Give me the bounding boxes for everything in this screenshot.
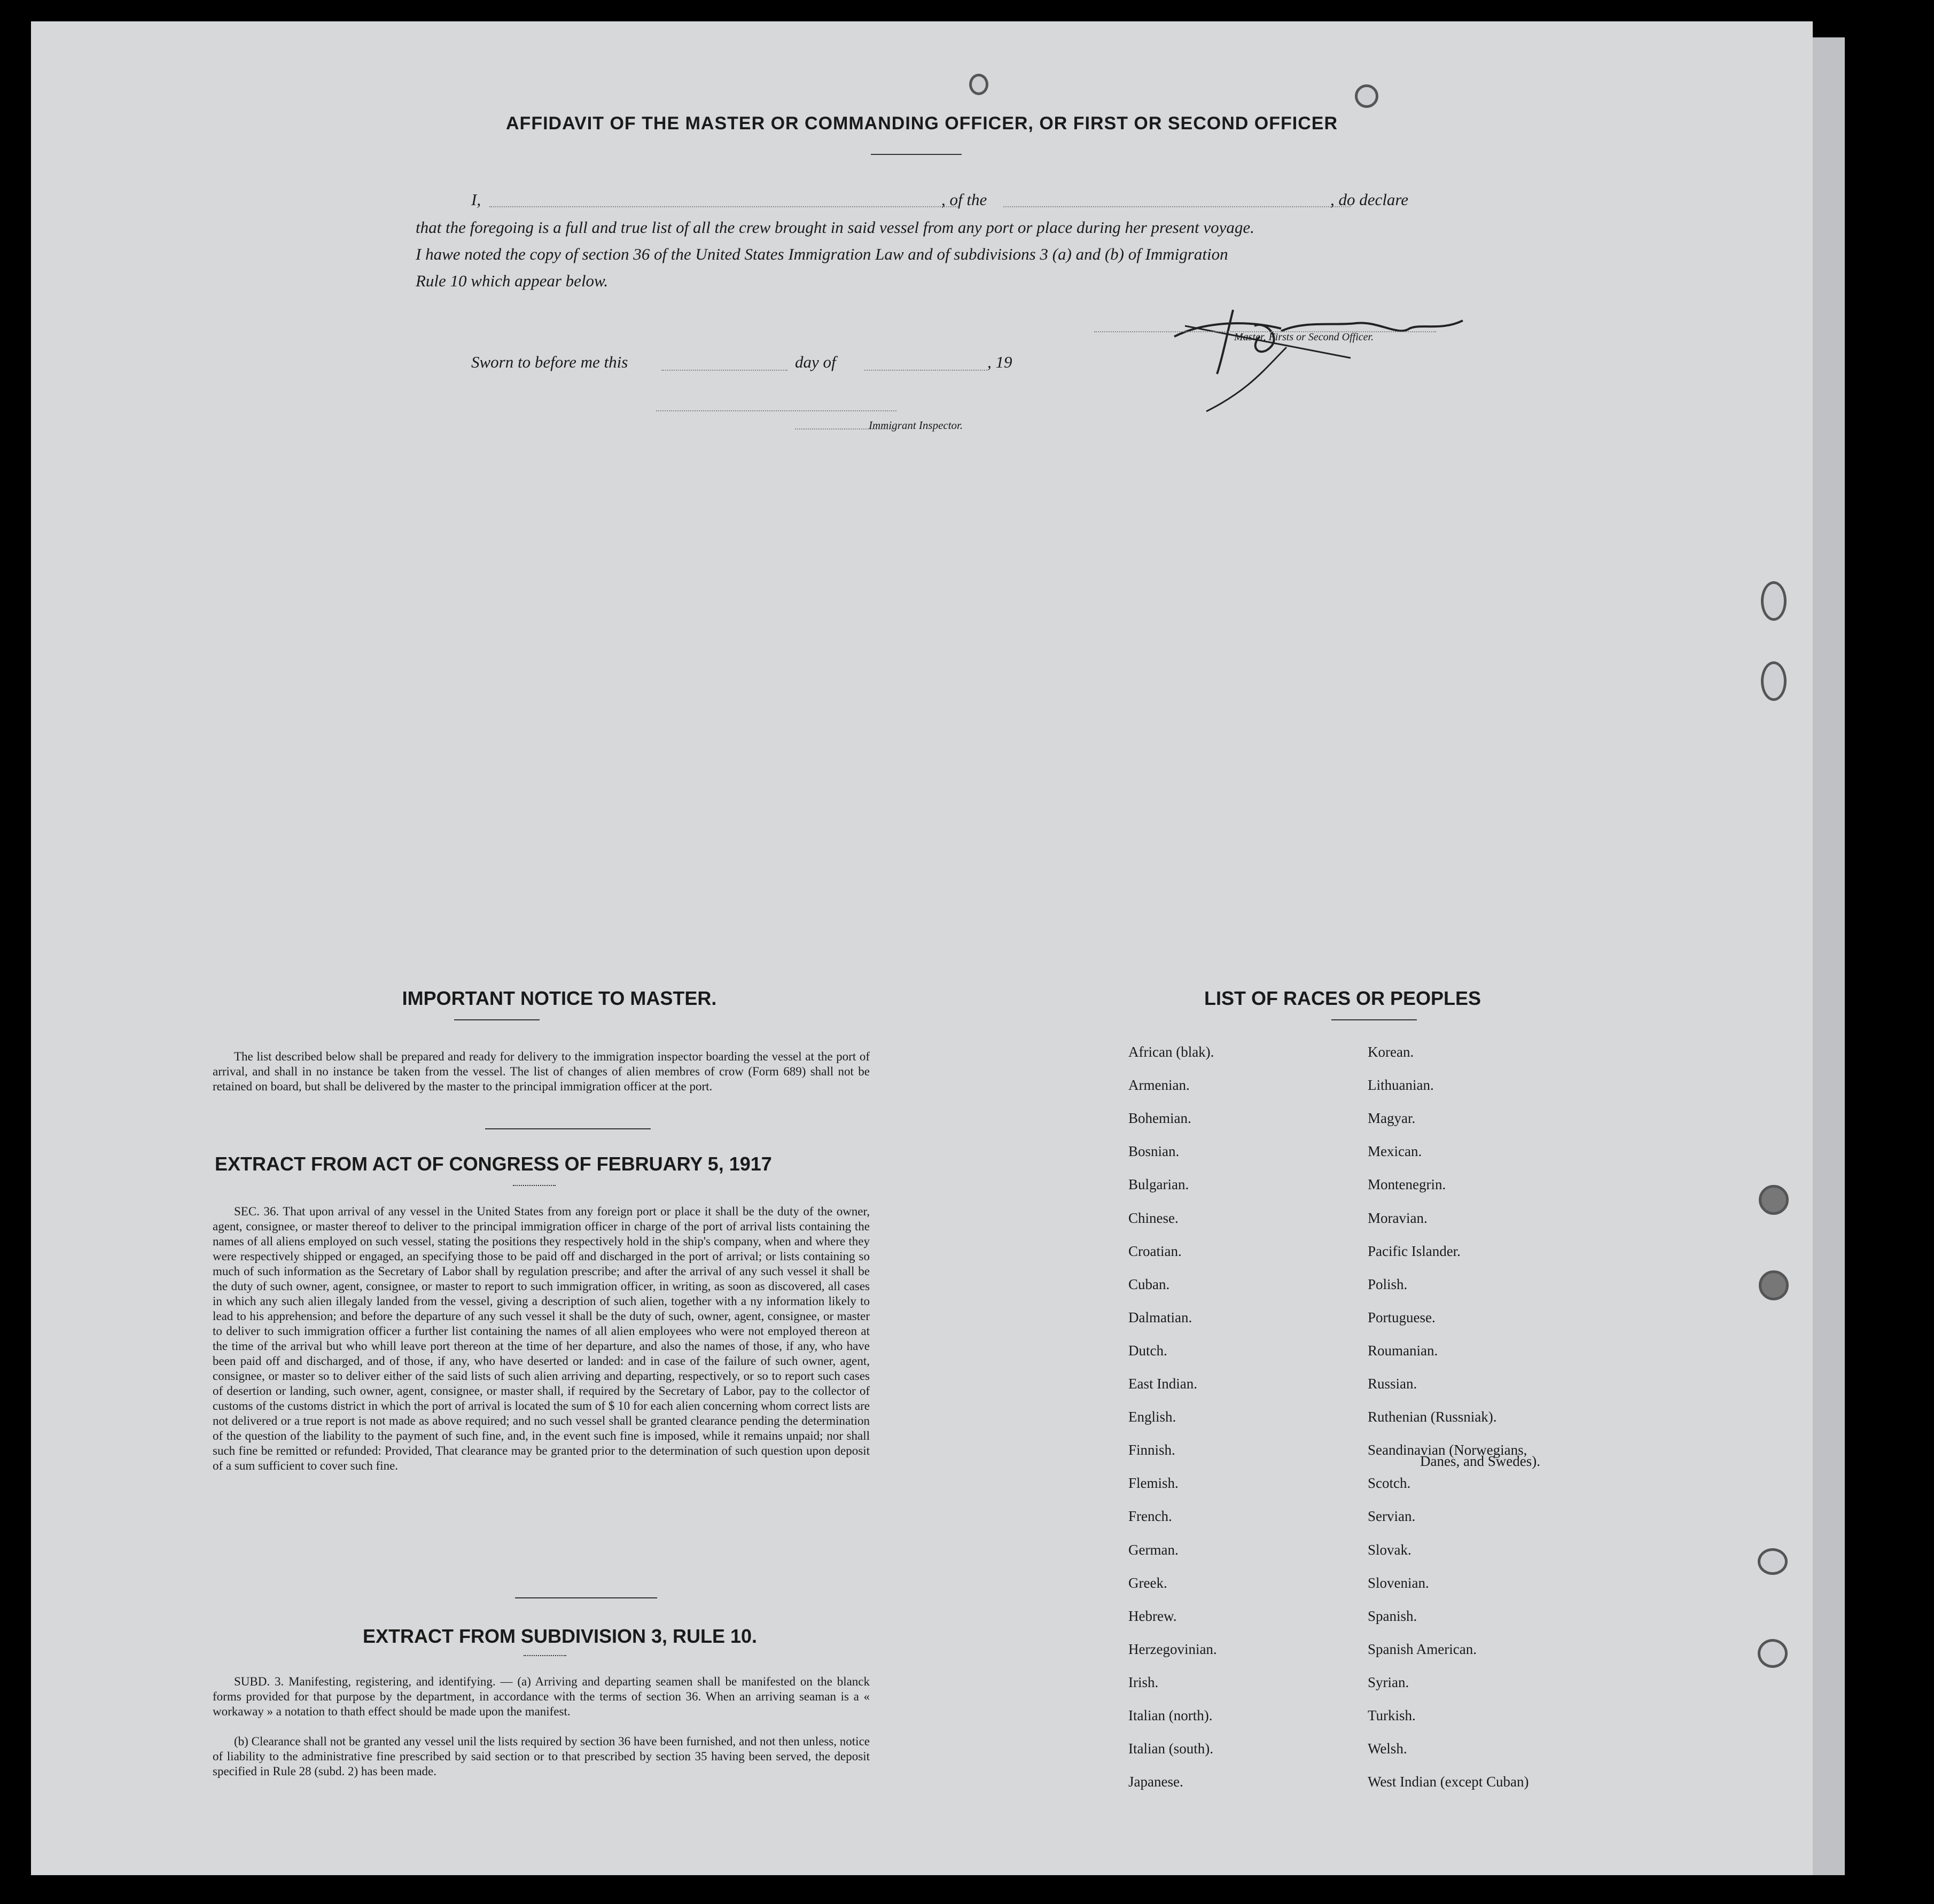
- punch-hole: [1761, 661, 1787, 701]
- races-title: LIST OF RACES OR PEOPLES: [1204, 987, 1481, 1009]
- race-item: Chinese.: [1128, 1209, 1179, 1226]
- affidavit-line3: I hawe noted the copy of section 36 of the United States Immigration Law and of subdivisions 3 (a) and (b) of Immigration: [416, 245, 1228, 263]
- affidavit-do-declare: , do declare: [1330, 190, 1409, 209]
- race-item: Spanish.: [1368, 1608, 1417, 1624]
- race-item: Hebrew.: [1128, 1608, 1177, 1624]
- punch-hole: [1759, 1270, 1789, 1300]
- affidavit-title: AFFIDAVIT OF THE MASTER OR COMMANDING OFFICER, OR FIRST OR SECOND OFFICER: [506, 113, 1338, 134]
- race-item: Turkish.: [1368, 1707, 1416, 1723]
- race-item: Finnish.: [1128, 1442, 1175, 1458]
- affidavit-of-the: , of the: [941, 190, 987, 209]
- race-item: Irish.: [1128, 1674, 1159, 1690]
- race-item: Bohemian.: [1128, 1110, 1191, 1127]
- act-title: EXTRACT FROM ACT OF CONGRESS OF FEBRUARY 5, 1917: [215, 1153, 772, 1175]
- punch-hole: [969, 74, 988, 95]
- race-item: English.: [1128, 1409, 1176, 1425]
- race-item: Korean.: [1368, 1044, 1414, 1060]
- race-item: Russian.: [1368, 1376, 1417, 1392]
- race-item: Montenegrin.: [1368, 1176, 1446, 1193]
- race-item: Polish.: [1368, 1276, 1408, 1292]
- race-item: Servian.: [1368, 1508, 1416, 1525]
- punch-hole: [1759, 1185, 1789, 1215]
- signer-label: Master, Firsts or Second Officer.: [1234, 331, 1374, 343]
- notice-body: The list described below shall be prepared and ready for delivery to the immigration inspector boarding the vessel at the port of arrival, and shall in no instance be taken from the vessel. The list of changes of alien membres of crow (Form 689) shall not be retained on board, but shall be delivered by the master to the principal immigration officer at the port.: [213, 1050, 870, 1093]
- race-item: Cuban.: [1128, 1276, 1170, 1292]
- race-item: Mexican.: [1368, 1143, 1422, 1160]
- page-edge: [1813, 37, 1845, 1875]
- race-item: Portuguese.: [1368, 1309, 1436, 1325]
- race-item: Danes, and Swedes).: [1420, 1453, 1540, 1469]
- act-body: SEC. 36. That upon arrival of any vessel in the United States from any foreign port or place it shall be the duty of the owner, agent, consignee, or master thereof to deliver to the principal immigration officer in charge of the port of arrival lists containing the names of all aliens employed on such vessel, stating the positions they respectively hold in the ship's company, when and where they were respectively shipped or engaged, an specifying those to be paid off and discharged in the port of arrival; or lists containing so much of such information as the Secretary of Labor shall by regulation prescribe; and after the arrival of any such vessel it shall be the duty of such owner, agent, consignee, or master to report to such immigration officer, in writing, as soon as discovered, all cases in which any such alien illegaly landed from the vessel, giving a description of such alien, together with a ny information likely to lead to his apprehension; and before the departure of any such vessel it shall be the duty of such, owner, agent, consignee, or master to deliver to such immigration officer a further list containing the names of all alien employees who were not employed thereon at the time of the arrival but who whill leave port thereon at the time of her departure, and also the names of those, if any, who have been paid off and discharged, and of those, if any, who have deserted or landed: and in case of the failure of such owner, agent, consignee, or master so to deliver either of the said lists of such alien arriving and departing, respectively, or so to report such cases of desertion or landing, such owner, agent, consignee, or master shall, if required by the Secretary of Labor, pay to the collector of customs of the customs district in which the port of arrival is located the sum of $ 10 for each alien concerning whom correct lists are not delivered or a true report is not made as above required; and no such vessel shall be granted clearance pending the determination of the question of the liability to the payment of such fine, and, in the event such fine is imposed, while it remains unpaid; nor shall such fine be remitted or refunded: Provided, That clearance may be granted prior to the determination of such question upon deposit of a sum sufficient to cover such fine.: [213, 1205, 870, 1472]
- document-page: [31, 21, 1813, 1875]
- race-item: Magyar.: [1368, 1110, 1416, 1127]
- punch-hole: [1758, 1548, 1788, 1575]
- sworn-text: Sworn to before me this: [471, 353, 628, 371]
- race-item: Greek.: [1128, 1574, 1167, 1591]
- race-item: Welsh.: [1368, 1741, 1407, 1757]
- race-item: Roumanian.: [1368, 1342, 1438, 1359]
- race-item: African (blak).: [1128, 1044, 1214, 1060]
- affidavit-line2: that the foregoing is a full and true list of all the crew brought in said vessel from any port or place during her present voyage.: [416, 218, 1254, 237]
- race-item: Syrian.: [1368, 1674, 1409, 1690]
- year-text: , 19: [987, 353, 1012, 371]
- race-item: Herzegovinian.: [1128, 1641, 1217, 1657]
- day-of-text: day of: [795, 353, 836, 371]
- race-item: Spanish American.: [1368, 1641, 1477, 1657]
- race-item: French.: [1128, 1508, 1172, 1525]
- race-item: Croatian.: [1128, 1243, 1182, 1259]
- race-item: Moravian.: [1368, 1209, 1428, 1226]
- punch-hole: [1761, 581, 1787, 621]
- rule-body-b: (b) Clearance shall not be granted any vessel unil the lists required by section 36 have been furnished, and not then unless, notice of liability to the administrative fine prescribed by said section or to that prescribed by section 35 having been served, the deposit specified in Rule 28 (subd. 2) has been made.: [213, 1735, 870, 1778]
- race-item: East Indian.: [1128, 1376, 1197, 1392]
- race-item: Dutch.: [1128, 1342, 1167, 1359]
- notice-title: IMPORTANT NOTICE TO MASTER.: [402, 987, 717, 1009]
- punch-hole: [1758, 1639, 1788, 1668]
- affidavit-line4: Rule 10 which appear below.: [416, 271, 609, 290]
- race-item: Slovak.: [1368, 1541, 1411, 1558]
- race-item: Armenian.: [1128, 1077, 1190, 1094]
- race-item: Japanese.: [1128, 1774, 1183, 1790]
- race-item: Slovenian.: [1368, 1574, 1429, 1591]
- race-item: Bulgarian.: [1128, 1176, 1189, 1193]
- inspector-label: Immigrant Inspector.: [869, 419, 963, 432]
- race-item: Dalmatian.: [1128, 1309, 1192, 1325]
- rule-title: EXTRACT FROM SUBDIVISION 3, RULE 10.: [362, 1625, 758, 1647]
- race-item: German.: [1128, 1541, 1179, 1558]
- race-item: Seandinavian (Norwegians,: [1368, 1442, 1527, 1458]
- race-item: Scotch.: [1368, 1475, 1411, 1492]
- punch-hole: [1355, 84, 1378, 108]
- race-item: Ruthenian (Russniak).: [1368, 1409, 1497, 1425]
- race-item: Pacific Islander.: [1368, 1243, 1461, 1259]
- rule-body-a: SUBD. 3. Manifesting, registering, and identifying. — (a) Arriving and departing seamen shall be manifested on the blanck forms provided for that purpose by the department, in accordance with the terms of section 36. When an arriving seaman is a « workaway » a notation to thath effect should be made upon the manifest.: [213, 1675, 870, 1718]
- race-item: Italian (north).: [1128, 1707, 1213, 1723]
- signature-image: [1142, 299, 1548, 422]
- race-item: Lithuanian.: [1368, 1077, 1434, 1094]
- affidavit-i: I,: [471, 190, 481, 209]
- race-item: Bosnian.: [1128, 1143, 1180, 1160]
- race-item: Flemish.: [1128, 1475, 1179, 1492]
- race-item: Italian (south).: [1128, 1741, 1213, 1757]
- race-item: West Indian (except Cuban): [1368, 1774, 1529, 1790]
